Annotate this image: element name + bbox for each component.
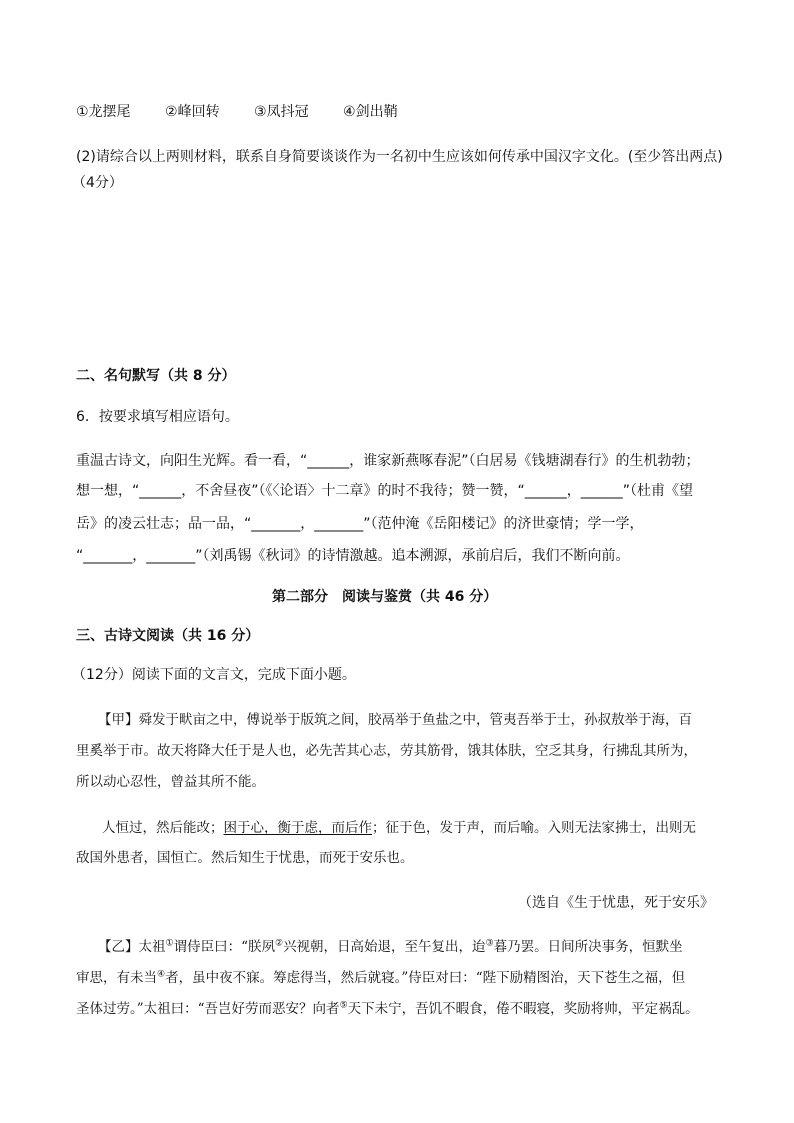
option-1: ①龙摆尾 [76,104,131,120]
jia-line-2: 里奚举于市。故天将降大任于是人也，必先苦其心志，劳其筋骨，饿其体肤，空乏其身，行拂乱其所为， [76,743,697,759]
option-2: ②峰回转 [165,104,220,120]
yi-line-1 [98,937,683,957]
yi-text: 天下未宁，吾饥不暇食，倦不暇寝，奖励将帅，平定祸乱。 [347,1001,699,1017]
section-2-heading: 二、名句默写（共 8 分） [76,368,236,384]
question-6: 6．按要求填写相应语句。 [76,409,239,425]
jia-line-3: 所以动心忍性，曾益其所不能。 [76,774,265,790]
footnote-2: ② [274,938,284,949]
footnote-1: ① [165,938,174,949]
yi-text: 兴视朝，日高始退，至午复出，迨 [283,939,486,955]
question-2-line2: （4分） [72,175,123,191]
section-3-heading: 三、古诗文阅读（共 16 分） [76,628,260,644]
yi-text: 谓侍臣曰：“朕夙 [173,939,275,955]
yi-line-2 [76,968,685,988]
yi-text: 【乙】太祖 [98,939,166,955]
option-3: ③凤抖冠 [254,104,309,120]
fill-line-3: 岳》的凌云壮志；品一品，“_______，_______”（范仲淹《岳阳楼记》的济世豪情；学一学， [76,516,644,532]
option-4: ④剑出鞘 [343,104,398,120]
footnote-5: ⑤ [339,1000,348,1011]
question-2-line1: (2)请综合以上两则材料，联系自身简要谈谈作为一名初中生应该如何传承中国汉字文化。(至少答出两点) [76,149,723,165]
footnote-3: ③ [485,938,494,949]
fill-line-2: 想一想，“______，不舍昼夜”（《〈论语〉十二章》的时不我待；赞一赞，“______，______”（杜甫《望 [76,483,694,499]
footnote-4: ④ [157,969,166,980]
jia-p2-line-2: 敌国外患者，国恒亡。然后知生于忧患，而死于安乐也。 [76,850,414,866]
yi-text: 圣体过劳。”太祖曰：“吾岂好劳而恶安？向者 [76,1001,340,1017]
answer-options [76,102,398,122]
jia-p2-start: 人恒过，然后能改； [102,820,224,836]
yi-text: 审思，有未当 [76,970,157,986]
jia-p2-rest: ；征于色，发于声，而后喻。入则无法家拂士，出则无 [372,820,696,836]
part-2-heading: 第二部分 阅读与鉴赏（共 46 分） [272,589,498,605]
yi-text: 暮乃罢。日间所决事务，恒默坐 [493,939,683,955]
jia-line-1: 【甲】舜发于畎亩之中，傅说举于版筑之间，胶鬲举于鱼盐之中，管夷吾举于士，孙叔敖举于海，百 [98,712,692,728]
jia-underlined-sentence: 困于心，衡于虑，而后作 [223,820,372,836]
yi-line-3 [76,999,699,1019]
reading-intro: （12分）阅读下面的文言文，完成下面小题。 [72,667,356,683]
jia-source: （选自《生于忧患，死于安乐》 [518,895,714,911]
jia-p2-line-1 [102,818,696,838]
fill-line-1: 重温古诗文，向阳生光辉。看一看，“______，谁家新燕啄春泥”（白居易《钱塘湖春行》的生机勃勃； [76,453,700,469]
fill-line-4: “_______，_______”（刘禹锡《秋词》的诗情激越。追本溯源，承前启后，我们不断向前。 [76,548,630,564]
yi-text: 者，虽中夜不寐。筹虑得当，然后就寝。”侍臣对曰：“陛下励精图治，天下苍生之福，但 [165,970,686,986]
